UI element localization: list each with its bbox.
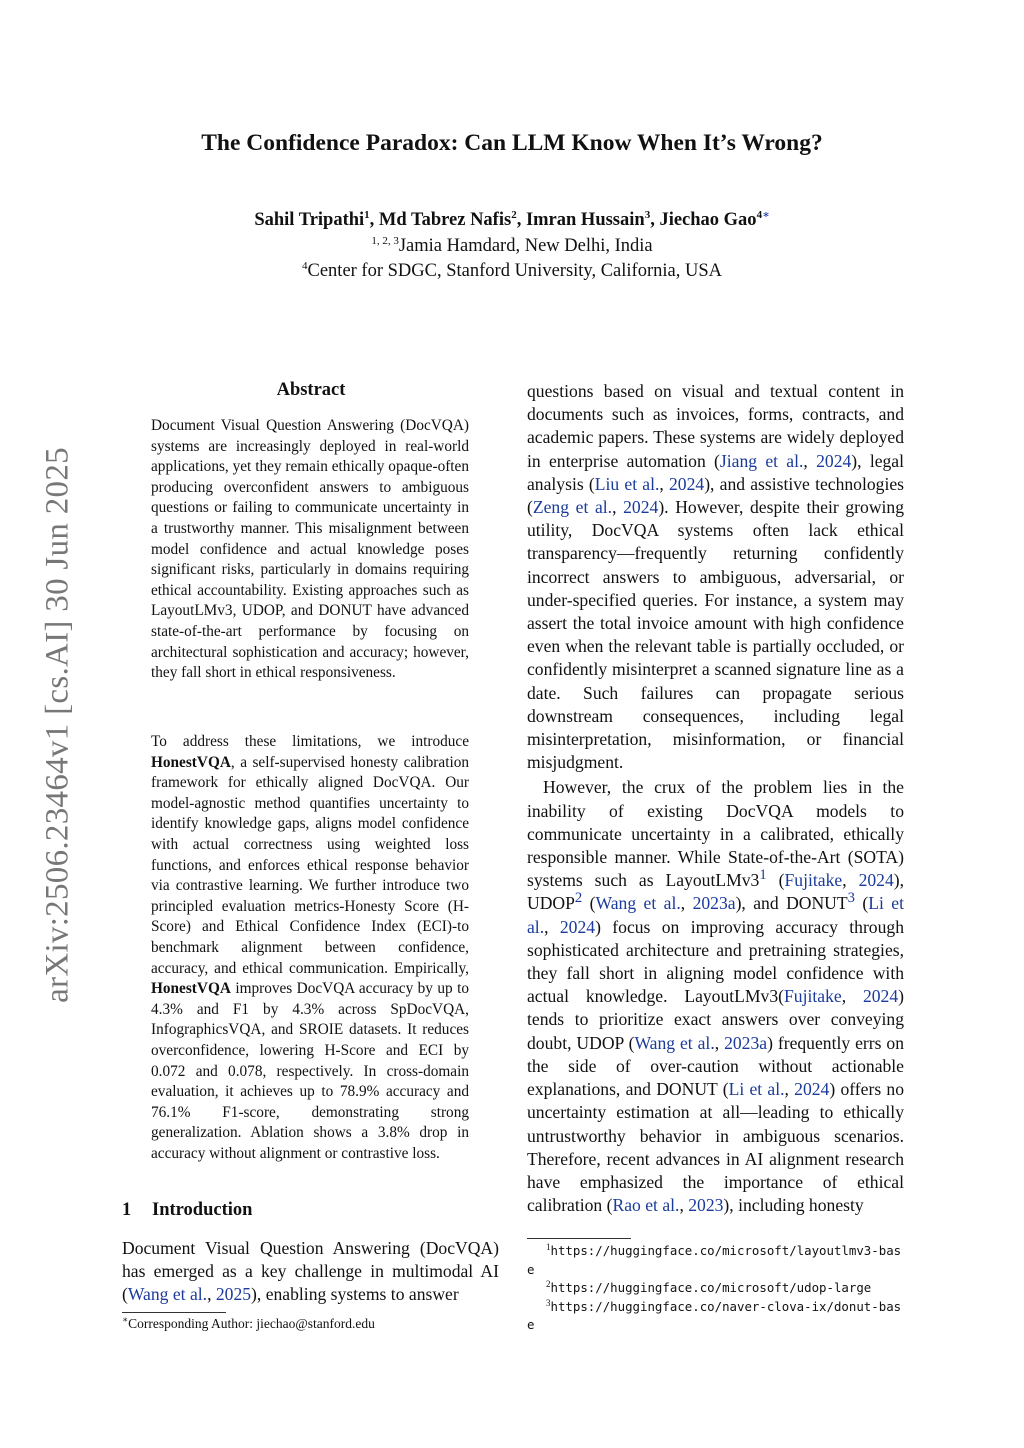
footnote-rule (527, 1238, 631, 1239)
citation-link[interactable]: 2024 (816, 450, 852, 471)
method-name: HonestVQA (151, 980, 231, 998)
author-name: Sahil Tripathi (254, 210, 365, 230)
citation-link[interactable]: 2024 (623, 497, 659, 518)
citation-link[interactable]: 2023 (688, 1195, 724, 1216)
corresponding-mark[interactable]: ∗ (762, 208, 770, 221)
abstract-heading: Abstract (276, 380, 346, 400)
footnote-url[interactable]: $^2$https://huggingface.co/microsoft/udop-large (546, 1278, 872, 1295)
intro-paragraph: However, the crux of the problem lies in the inability of existing DocVQA models to communicate uncertainty in a calibrated, ethically responsible manner. While State-of-the-Art (SOTA) systems such as LayoutLMv3$^1$ (Fujitake, 2024), UDOP$^2$ (Wang et al., 2023a), and DONUT$^3$ (Li et al., 2024) focus on improving accuracy through sophisticated architecture and pretraining strategies, they fall short in aligning model confidence with actual knowledge. LayoutLMv3(Fujitake, 2024) tends to prioritize exact answers over conveying doubt, UDOP (Wang et al., 2023a) frequently errs on the side of over-caution without actionable explanations, and DONUT (Li et al., 2024) offers no uncertainty estimation at all—leading to ethically untrustworthy behavior in ambiguous scenarios. Therefore, recent advances in AI alignment research have emphasized the importance of ethical calibration (Rao et al., 2023), including honesty (527, 777, 905, 1216)
author-name: Imran Hussain (525, 210, 645, 230)
method-name: HonestVQA (151, 753, 231, 771)
arxiv-identifier: arXiv:2506.23464v1 [cs.AI] 30 Jun 2025 (39, 447, 76, 1003)
citation-link[interactable]: Wang et al. (127, 1284, 208, 1305)
citation-link[interactable]: 2023a (692, 893, 736, 914)
author-name: Md Tabrez Nafis (378, 210, 512, 230)
footnote-mark[interactable]: 2 (574, 890, 583, 907)
footnote-mark[interactable]: 3 (847, 890, 855, 907)
citation-link[interactable]: Li et al. (728, 1079, 785, 1100)
citation-link[interactable]: Jiang et al. (719, 450, 804, 471)
affiliation: $^4$Center for SDGC, Stanford University, California, USA (302, 259, 722, 281)
citation-link[interactable]: Rao et al. (612, 1195, 680, 1216)
affiliation: $^{1, 2, 3}$Jamia Hamdard, New Delhi, India (371, 234, 653, 256)
citation-link[interactable]: 2024 (794, 1079, 830, 1100)
footnote-corresponding: ∗Corresponding Author: jiechao@stanford.edu (122, 1314, 375, 1331)
citation-link[interactable]: 2023a (724, 1032, 768, 1053)
citation-link[interactable]: 2024 (559, 916, 596, 937)
citation-link[interactable]: 2024 (669, 473, 705, 494)
abstract-paragraph: To address these limitations, we introduce HonestVQA, a self-supervised honesty calibration framework for ethically aligned DocVQA. Our model-agnostic method quantifies uncertainty to identify knowledge gaps, aligns model confidence with actual correctness using weighted loss functions, and enforces ethical response behavior via contrastive learning. We further introduce two principled evaluation metrics-Honesty Score (H-Score) and Ethical Confidence Index (ECI)-to benchmark alignment between confidence, accuracy, and ethical communication. Empirically, HonestVQA improves DocVQA accuracy by up to 4.3% and F1 by 4.3% across SpDocVQA, InfographicsVQA, and SROIE datasets. It reduces overconfidence, lowering H-Score and ECI by 0.072 and 0.078, respectively. In cross-domain evaluation, it achieves up to 78.9% accuracy and 76.1% F1-score, demonstrating strong generalization. Ablation shows a 3.8% drop in accuracy without alignment or contrastive loss. (151, 733, 469, 1162)
intro-right-column (527, 380, 904, 1217)
citation-link[interactable]: Fujitake (784, 986, 842, 1007)
author-list: Sahil Tripathi$^1$, Md Tabrez Nafis$^2$, Imran Hussain$^3$, Jiechao Gao$^{4∗}$ (254, 208, 770, 230)
intro-paragraph: questions based on visual and textual content in documents such as invoices, forms, contracts, and academic papers. These systems are widely deployed in enterprise automation (Jiang et al., 2024), legal analysis (Liu et al., 2024), and assistive technologies (Zeng et al., 2024). However, despite their growing utility, DocVQA systems often lack ethical transparency—frequently returning confidently incorrect answers to ambiguous, adversarial, or under-specified queries. For instance, a system may assert the total invoice amount with high confidence even when the relevant table is partially occluded, or confidently misinterpret a scanned signature line as a date. Such failures can propagate serious downstream consequences, including legal misinterpretation, misinformation, or financial misjudgment. (527, 381, 905, 773)
intro-paragraph: Document Visual Question Answering (DocVQA) has emerged as a key challenge in multimodal AI (Wang et al., 2025), enabling systems to answer (122, 1238, 499, 1305)
citation-link[interactable]: 2024 (862, 986, 899, 1007)
paper-title: The Confidence Paradox: Can LLM Know When It’s Wrong? (201, 130, 823, 156)
footnote-url[interactable]: $^3$https://huggingface.co/naver-clova-ix/donut-base (527, 1297, 902, 1332)
citation-link[interactable]: Liu et al. (594, 473, 660, 494)
citation-link[interactable]: Li et al. (527, 893, 904, 937)
citation-link[interactable]: Wang et al. (595, 893, 681, 914)
abstract-paragraph: Document Visual Question Answering (DocVQA) systems are increasingly deployed in real-world applications, yet they remain ethically opaque-often producing overconfident answers to ambiguous questions or failing to communicate uncertainty in a trustworthy manner. This misalignment between model confidence and actual knowledge poses significant risks, particularly in domains requiring ethical accountability. Existing approaches such as LayoutLMv3, UDOP, and DONUT have advanced state-of-the-art performance by focusing on architectural sophistication and accuracy; however, they fall short in ethical responsiveness. (151, 417, 469, 682)
citation-link[interactable]: Zeng et al. (532, 497, 613, 518)
citation-link[interactable]: 2025 (215, 1284, 252, 1305)
citation-link[interactable]: Wang et al. (634, 1032, 715, 1053)
author-name: Jiechao Gao (659, 210, 757, 230)
footnote-url[interactable]: $^1$https://huggingface.co/microsoft/layoutlmv3-base (527, 1241, 902, 1277)
url-footnotes (527, 1242, 904, 1335)
citation-link[interactable]: Fujitake (784, 870, 843, 891)
section-heading: 1 Introduction (122, 1200, 253, 1220)
citation-link[interactable]: 2024 (858, 870, 894, 891)
footnote-rule (122, 1312, 226, 1313)
footnote-mark[interactable]: 1 (759, 867, 767, 884)
